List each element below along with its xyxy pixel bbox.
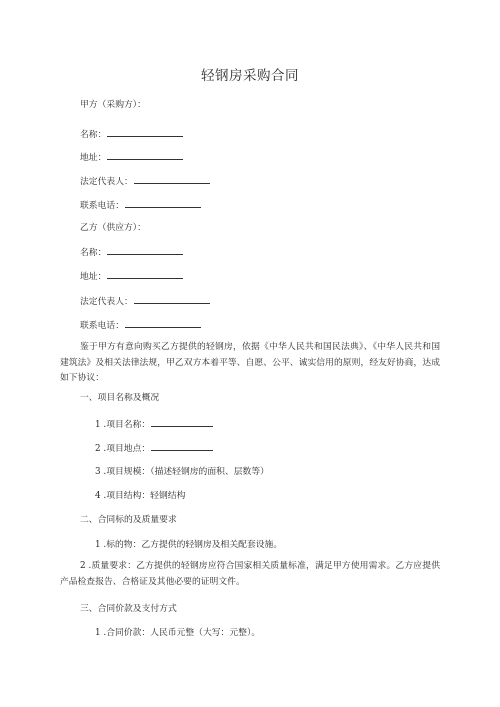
project-location-blank [151, 441, 213, 451]
section2-heading: 二、合同标的及质量要求 [80, 515, 177, 525]
section1-item-1-text: 1 .项目名称： [95, 420, 151, 430]
party-a-name-blank [107, 127, 183, 137]
section1-item-3: 3 .项目规模：（描述轻钢房的面积、层数等） [95, 467, 269, 477]
party-b-phone-label: 联系电话： [80, 321, 124, 331]
preamble-paragraph: 鉴于甲方有意向购买乙方提供的轻钢房，依据《中华人民共和国民法典》、《中华人民共和国建筑法》及相关法律法规，甲乙双方本着平等、自愿、公平、诚实信用的原则，经友好协商，达成如下协议： [60, 342, 440, 383]
party-b-rep-blank [134, 294, 210, 304]
party-a-name-field [80, 127, 183, 141]
section3-heading: 三、合同价款及支付方式 [80, 604, 177, 614]
section1-item-2 [95, 441, 213, 455]
party-b-name-label: 名称： [80, 248, 107, 258]
party-a-phone-field [80, 198, 201, 212]
party-a-rep-blank [134, 174, 210, 184]
party-b-phone-field [80, 318, 201, 332]
party-b-name-blank [107, 245, 183, 255]
section1-item-4: 4 .项目结构：轻钢结构 [95, 491, 186, 501]
party-b-rep-label: 法定代表人： [80, 297, 133, 307]
party-a-address-blank [107, 150, 183, 160]
party-a-phone-label: 联系电话： [80, 201, 124, 211]
party-b-phone-blank [125, 318, 201, 328]
party-a-rep-field [80, 174, 210, 188]
party-b-rep-field [80, 294, 210, 308]
section2-item-1: 1 .标的物：乙方提供的轻钢房及相关配套设施。 [95, 540, 283, 550]
party-b-heading: 乙方（供应方）： [80, 223, 146, 233]
section3-item-1: 1 .合同价款：人民币元整（大写：元整）。 [95, 628, 261, 638]
party-b-address-blank [107, 269, 183, 279]
party-a-address-label: 地址： [80, 153, 107, 163]
party-b-address-field [80, 269, 183, 283]
party-a-rep-label: 法定代表人： [80, 177, 133, 187]
section1-item-2-text: 2 .项目地点： [95, 444, 151, 454]
party-b-name-field [80, 245, 183, 259]
project-name-blank [151, 417, 213, 427]
section1-item-1 [95, 417, 213, 431]
section2-item-2: 2 .质量要求：乙方提供的轻钢房应符合国家相关质量标准，满足甲方使用需求。乙方应提供产品检查报告、合格证及其他必要的证明文件。 [60, 561, 440, 587]
party-a-name-label: 名称： [80, 130, 107, 140]
party-a-phone-blank [125, 198, 201, 208]
party-a-heading: 甲方（采购方）： [80, 100, 146, 110]
section1-heading: 一、项目名称及概况 [80, 393, 160, 403]
party-a-address-field [80, 150, 183, 164]
document-title: 轻钢房采购合同 [201, 68, 299, 84]
party-b-address-label: 地址： [80, 272, 107, 282]
